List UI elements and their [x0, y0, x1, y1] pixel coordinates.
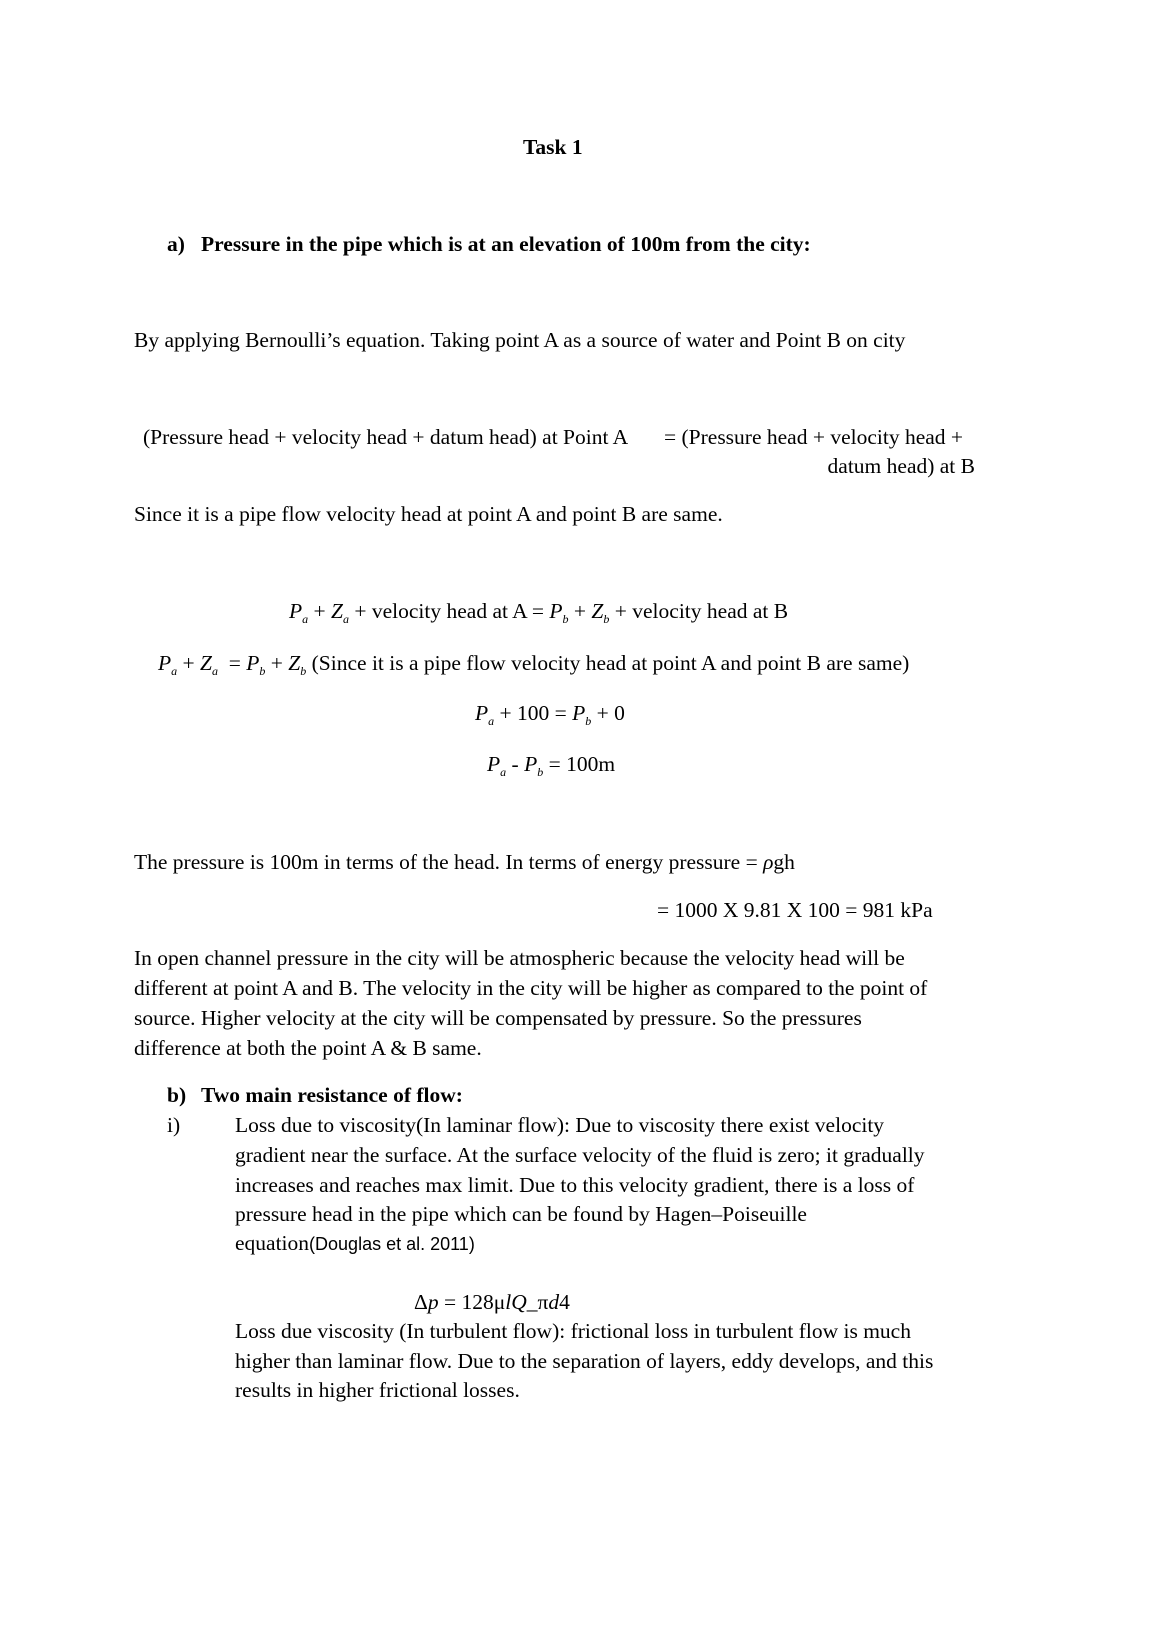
eq3-pb: P	[572, 701, 586, 725]
hagen-poiseuille-equation	[414, 1287, 570, 1318]
eq3-pb-sub: b	[585, 714, 592, 728]
eq4-pa-sub: a	[500, 765, 507, 779]
eq3-mid: + 100 =	[499, 701, 567, 725]
eq2-za-sub: a	[212, 664, 218, 678]
open-channel-line-4: difference at both the point A & B same.	[134, 1036, 482, 1060]
eq1-mid: + velocity head at A =	[354, 599, 545, 623]
hp-pi: _π	[526, 1290, 549, 1314]
hp-lq: lQ	[505, 1290, 527, 1314]
eq2-za: Z	[200, 651, 212, 675]
section-a-heading: Pressure in the pipe which is at an elevation of 100m from the city:	[201, 232, 811, 256]
citation: (Douglas et al. 2011)	[309, 1234, 475, 1254]
open-channel-line-2: different at point A and B. The velocity in the city will be higher as compared to the point of	[134, 976, 928, 1000]
gh-text: gh	[773, 850, 795, 874]
intro-paragraph: By applying Bernoulli’s equation. Taking point A as a source of water and Point B on city	[134, 328, 906, 352]
section-b-heading: Two main resistance of flow:	[201, 1083, 463, 1107]
item-i-last-word: equation	[235, 1231, 310, 1255]
eq4-pb: P	[524, 752, 538, 776]
eq2-pa-sub: a	[171, 664, 178, 678]
eq2-pa: P	[158, 651, 172, 675]
section-a-marker: a)	[167, 232, 185, 256]
equation-1: $P_a + Z_a$ + velocity head at $A = P_b + Z_b$ + velocity head at B	[289, 599, 789, 626]
eq1-za: Z	[331, 599, 343, 623]
eq2-zb-sub: b	[300, 664, 307, 678]
eq3-pa: P	[475, 701, 489, 725]
hp-d: d	[548, 1290, 560, 1314]
eq1-zb-sub: b	[603, 612, 610, 626]
eq1-za-sub: a	[343, 612, 349, 626]
eq1-end: + velocity head at B	[614, 599, 789, 623]
pressure-calc: = 1000 X 9.81 X 100 = 981 kPa	[657, 898, 933, 922]
page-title: Task 1	[523, 135, 583, 159]
eq1-pb: P	[549, 599, 563, 623]
eq2-note: (Since it is a pipe flow velocity head at point A and point B are same)	[311, 651, 910, 675]
eq1-pb-sub: b	[562, 612, 569, 626]
pipe-note: Since it is a pipe flow velocity head at point A and point B are same.	[134, 502, 723, 526]
equation-4	[487, 749, 615, 780]
turbulent-line-2: higher than laminar flow. Due to the separation of layers, eddy develops, and this	[235, 1349, 934, 1373]
section-b-marker: b)	[167, 1083, 187, 1107]
pressure-line	[134, 847, 795, 878]
bernoulli-left: (Pressure head + velocity head + datum head) at Point A	[143, 425, 629, 449]
open-channel-line-1: In open channel pressure in the city will be atmospheric because the velocity head will be	[134, 946, 905, 970]
eq1-zb: Z	[591, 599, 604, 623]
eq3-end: + 0	[596, 701, 625, 725]
item-i-marker: i)	[167, 1113, 181, 1137]
eq1-pa: P	[289, 599, 303, 623]
eq2-zb: Z	[288, 651, 301, 675]
bernoulli-right: = (Pressure head + velocity head +	[664, 425, 964, 449]
open-channel-line-3: source. Higher velocity at the city will be compensated by pressure. So the pressures	[134, 1006, 862, 1030]
eq2-pb: P	[246, 651, 260, 675]
bernoulli-continuation: datum head) at B	[827, 454, 975, 478]
item-i-line-5	[235, 1228, 475, 1260]
hp-p: p	[427, 1290, 439, 1314]
eq3-pa-sub: a	[488, 714, 495, 728]
item-i-line-4: pressure head in the pipe which can be found by Hagen–Poiseuille	[235, 1202, 807, 1226]
eq4-pa: P	[487, 752, 501, 776]
hp-delta: Δ	[414, 1290, 428, 1314]
eq4-op: -	[511, 752, 519, 776]
item-i-line-3: increases and reaches max limit. Due to this velocity gradient, there is a loss of	[235, 1173, 915, 1197]
turbulent-line-1: Loss due viscosity (In turbulent flow): frictional loss in turbulent flow is much	[235, 1319, 911, 1343]
equation-3	[475, 698, 625, 729]
item-i-line-1: Loss due to viscosity(In laminar flow): Due to viscosity there exist velocity	[235, 1113, 885, 1137]
eq2-pb-sub: b	[259, 664, 266, 678]
eq4-end: = 100m	[548, 752, 616, 776]
turbulent-line-3: results in higher frictional losses.	[235, 1378, 520, 1402]
equation-2: $P_a + Z_a = P_b + Z_b$ (Since it is a pipe flow velocity head at point A and point B are same)	[158, 651, 910, 678]
eq1-pa-sub: a	[302, 612, 309, 626]
item-i-line-2: gradient near the surface. At the surface velocity of the fluid is zero; it gradually	[235, 1143, 925, 1167]
pressure-text: The pressure is 100m in terms of the head. In terms of energy pressure =	[134, 850, 758, 874]
rho-symbol: ρ	[763, 850, 774, 874]
hp-four: 4	[559, 1290, 570, 1314]
hp-eq: = 128μ	[438, 1290, 506, 1314]
eq4-pb-sub: b	[537, 765, 544, 779]
